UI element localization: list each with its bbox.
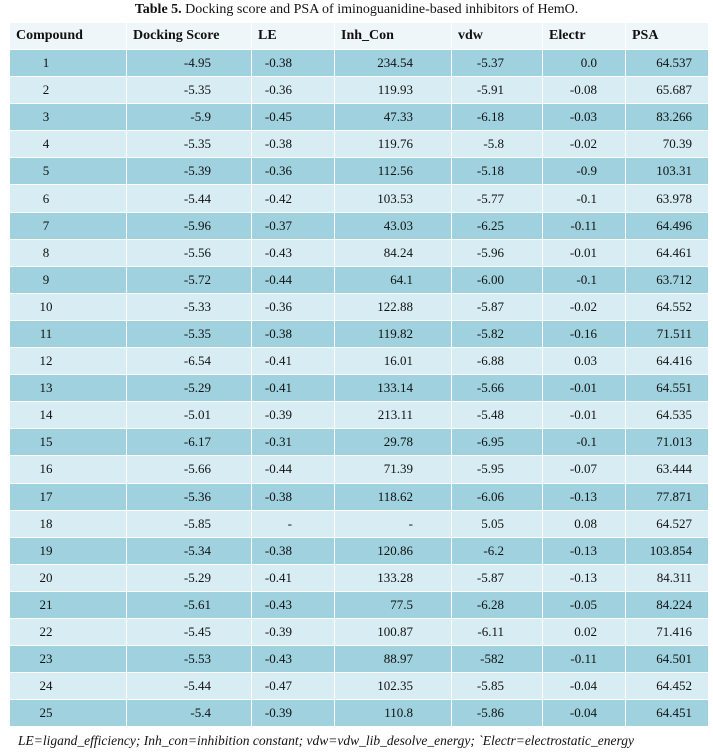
table-row xyxy=(10,483,709,510)
table-row xyxy=(10,646,709,673)
cell-le: -0.36 xyxy=(252,77,335,104)
cell-electr: -0.1 xyxy=(543,266,626,293)
table-row xyxy=(10,131,709,158)
cell-psa: 64.537 xyxy=(626,50,709,77)
cell-inh-con: 119.82 xyxy=(335,320,452,347)
cell-le: -0.43 xyxy=(252,646,335,673)
cell-electr: -0.05 xyxy=(543,591,626,618)
header-electr: Electr xyxy=(543,23,626,50)
cell-electr: -0.16 xyxy=(543,320,626,347)
cell-inh-con: 71.39 xyxy=(335,456,452,483)
cell-le: -0.39 xyxy=(252,618,335,645)
cell-docking-score: -5.35 xyxy=(127,77,252,104)
cell-electr: 0.03 xyxy=(543,348,626,375)
cell-vdw: -5.87 xyxy=(452,293,543,320)
cell-compound: 10 xyxy=(10,293,127,320)
cell-compound: 19 xyxy=(10,537,127,564)
cell-compound: 11 xyxy=(10,320,127,347)
docking-table xyxy=(9,22,709,727)
cell-vdw: -6.25 xyxy=(452,212,543,239)
cell-vdw: -6.18 xyxy=(452,104,543,131)
table-row xyxy=(10,266,709,293)
cell-vdw: -5.87 xyxy=(452,564,543,591)
cell-vdw: -6.28 xyxy=(452,591,543,618)
cell-inh-con: 120.86 xyxy=(335,537,452,564)
cell-electr: -0.1 xyxy=(543,185,626,212)
table-header-row xyxy=(10,23,709,50)
cell-psa: 63.712 xyxy=(626,266,709,293)
header-vdw: vdw xyxy=(452,23,543,50)
table-body xyxy=(10,50,709,727)
table-row xyxy=(10,320,709,347)
cell-inh-con: 118.62 xyxy=(335,483,452,510)
cell-psa: 84.311 xyxy=(626,564,709,591)
cell-inh-con: 64.1 xyxy=(335,266,452,293)
cell-compound: 24 xyxy=(10,673,127,700)
cell-le: -0.36 xyxy=(252,158,335,185)
cell-docking-score: -5.96 xyxy=(127,212,252,239)
header-compound: Compound xyxy=(10,23,127,50)
cell-le: -0.39 xyxy=(252,700,335,727)
cell-le: -0.37 xyxy=(252,212,335,239)
cell-inh-con: 103.53 xyxy=(335,185,452,212)
table-row xyxy=(10,456,709,483)
cell-psa: 63.444 xyxy=(626,456,709,483)
table-footnote: LE=ligand_efficiency; Inh_con=inhibition constant; vdw=vdw_lib_desolve_energy; `Electr=electrostatic_energy xyxy=(18,733,635,748)
table-row xyxy=(10,104,709,131)
cell-vdw: -5.37 xyxy=(452,50,543,77)
cell-psa: 64.416 xyxy=(626,348,709,375)
cell-vdw: -6.11 xyxy=(452,618,543,645)
cell-docking-score: -5.4 xyxy=(127,700,252,727)
cell-vdw: -6.95 xyxy=(452,429,543,456)
cell-le: -0.31 xyxy=(252,429,335,456)
cell-psa: 65.687 xyxy=(626,77,709,104)
table-row xyxy=(10,537,709,564)
cell-compound: 21 xyxy=(10,591,127,618)
table-row xyxy=(10,77,709,104)
cell-inh-con: 133.28 xyxy=(335,564,452,591)
cell-compound: 5 xyxy=(10,158,127,185)
cell-compound: 18 xyxy=(10,510,127,537)
cell-docking-score: -5.72 xyxy=(127,266,252,293)
cell-docking-score: -5.29 xyxy=(127,564,252,591)
cell-inh-con: - xyxy=(335,510,452,537)
cell-le: -0.39 xyxy=(252,402,335,429)
cell-electr: -0.11 xyxy=(543,646,626,673)
cell-electr: 0.08 xyxy=(543,510,626,537)
cell-electr: -0.13 xyxy=(543,483,626,510)
cell-electr: -0.01 xyxy=(543,402,626,429)
cell-docking-score: -5.9 xyxy=(127,104,252,131)
cell-docking-score: -5.39 xyxy=(127,158,252,185)
cell-psa: 64.452 xyxy=(626,673,709,700)
header-psa: PSA xyxy=(626,23,709,50)
cell-inh-con: 88.97 xyxy=(335,646,452,673)
table-caption-label: Table 5. xyxy=(134,2,182,17)
cell-electr: -0.03 xyxy=(543,104,626,131)
cell-docking-score: -5.45 xyxy=(127,618,252,645)
cell-vdw: -6.06 xyxy=(452,483,543,510)
table-caption-text: Docking score and PSA of iminoguanidine-based inhibitors of HemO. xyxy=(181,2,579,17)
cell-compound: 1 xyxy=(10,50,127,77)
cell-electr: -0.13 xyxy=(543,537,626,564)
cell-compound: 8 xyxy=(10,239,127,266)
cell-docking-score: -5.61 xyxy=(127,591,252,618)
cell-le: -0.38 xyxy=(252,131,335,158)
header-le: LE xyxy=(252,23,335,50)
cell-inh-con: 84.24 xyxy=(335,239,452,266)
cell-compound: 12 xyxy=(10,348,127,375)
cell-docking-score: -5.29 xyxy=(127,375,252,402)
cell-compound: 3 xyxy=(10,104,127,131)
header-docking-score: Docking Score xyxy=(127,23,252,50)
cell-vdw: -5.82 xyxy=(452,320,543,347)
cell-psa: 70.39 xyxy=(626,131,709,158)
cell-compound: 20 xyxy=(10,564,127,591)
cell-le: -0.43 xyxy=(252,591,335,618)
table-row xyxy=(10,673,709,700)
cell-docking-score: -5.35 xyxy=(127,320,252,347)
cell-compound: 16 xyxy=(10,456,127,483)
cell-le: -0.41 xyxy=(252,564,335,591)
table-row xyxy=(10,375,709,402)
cell-psa: 64.527 xyxy=(626,510,709,537)
cell-inh-con: 119.76 xyxy=(335,131,452,158)
table-row xyxy=(10,50,709,77)
cell-electr: -0.01 xyxy=(543,375,626,402)
table-row xyxy=(10,700,709,727)
cell-electr: 0.02 xyxy=(543,618,626,645)
cell-electr: -0.02 xyxy=(543,131,626,158)
cell-vdw: -5.8 xyxy=(452,131,543,158)
cell-compound: 17 xyxy=(10,483,127,510)
cell-electr: 0.0 xyxy=(543,50,626,77)
cell-vdw: -6.88 xyxy=(452,348,543,375)
cell-electr: -0.02 xyxy=(543,293,626,320)
table-row xyxy=(10,185,709,212)
cell-psa: 64.461 xyxy=(626,239,709,266)
cell-inh-con: 122.88 xyxy=(335,293,452,320)
table-row xyxy=(10,293,709,320)
cell-docking-score: -5.53 xyxy=(127,646,252,673)
cell-docking-score: -5.35 xyxy=(127,131,252,158)
cell-inh-con: 77.5 xyxy=(335,591,452,618)
cell-psa: 83.266 xyxy=(626,104,709,131)
cell-inh-con: 102.35 xyxy=(335,673,452,700)
cell-electr: -0.08 xyxy=(543,77,626,104)
cell-compound: 23 xyxy=(10,646,127,673)
cell-docking-score: -4.95 xyxy=(127,50,252,77)
cell-docking-score: -5.44 xyxy=(127,673,252,700)
table-row xyxy=(10,348,709,375)
cell-vdw: -5.66 xyxy=(452,375,543,402)
cell-docking-score: -6.54 xyxy=(127,348,252,375)
cell-inh-con: 29.78 xyxy=(335,429,452,456)
cell-psa: 64.535 xyxy=(626,402,709,429)
cell-vdw: -5.18 xyxy=(452,158,543,185)
cell-psa: 103.31 xyxy=(626,158,709,185)
cell-compound: 9 xyxy=(10,266,127,293)
cell-vdw: -5.96 xyxy=(452,239,543,266)
cell-docking-score: -5.85 xyxy=(127,510,252,537)
table-row xyxy=(10,212,709,239)
cell-docking-score: -5.44 xyxy=(127,185,252,212)
cell-compound: 15 xyxy=(10,429,127,456)
cell-electr: -0.11 xyxy=(543,212,626,239)
table-row xyxy=(10,429,709,456)
cell-docking-score: -5.01 xyxy=(127,402,252,429)
table-row xyxy=(10,564,709,591)
cell-electr: -0.04 xyxy=(543,700,626,727)
cell-le: -0.43 xyxy=(252,239,335,266)
cell-inh-con: 133.14 xyxy=(335,375,452,402)
cell-psa: 71.416 xyxy=(626,618,709,645)
table-row xyxy=(10,591,709,618)
cell-vdw: -5.91 xyxy=(452,77,543,104)
cell-le: -0.38 xyxy=(252,537,335,564)
cell-le: -0.36 xyxy=(252,293,335,320)
cell-vdw: -5.95 xyxy=(452,456,543,483)
cell-le: -0.38 xyxy=(252,320,335,347)
cell-compound: 2 xyxy=(10,77,127,104)
cell-le: -0.41 xyxy=(252,348,335,375)
cell-compound: 14 xyxy=(10,402,127,429)
cell-inh-con: 100.87 xyxy=(335,618,452,645)
cell-inh-con: 213.11 xyxy=(335,402,452,429)
cell-le: -0.38 xyxy=(252,50,335,77)
cell-compound: 6 xyxy=(10,185,127,212)
cell-docking-score: -5.36 xyxy=(127,483,252,510)
cell-vdw: -6.2 xyxy=(452,537,543,564)
table-row xyxy=(10,510,709,537)
cell-compound: 7 xyxy=(10,212,127,239)
cell-vdw: 5.05 xyxy=(452,510,543,537)
cell-le: - xyxy=(252,510,335,537)
header-inh-con: Inh_Con xyxy=(335,23,452,50)
cell-electr: -0.1 xyxy=(543,429,626,456)
cell-le: -0.45 xyxy=(252,104,335,131)
cell-psa: 71.511 xyxy=(626,320,709,347)
cell-electr: -0.9 xyxy=(543,158,626,185)
cell-electr: -0.01 xyxy=(543,239,626,266)
cell-le: -0.42 xyxy=(252,185,335,212)
cell-psa: 64.451 xyxy=(626,700,709,727)
cell-compound: 4 xyxy=(10,131,127,158)
cell-psa: 64.496 xyxy=(626,212,709,239)
cell-compound: 13 xyxy=(10,375,127,402)
cell-inh-con: 110.8 xyxy=(335,700,452,727)
cell-inh-con: 119.93 xyxy=(335,77,452,104)
cell-inh-con: 112.56 xyxy=(335,158,452,185)
cell-electr: -0.04 xyxy=(543,673,626,700)
cell-compound: 25 xyxy=(10,700,127,727)
cell-psa: 103.854 xyxy=(626,537,709,564)
cell-inh-con: 47.33 xyxy=(335,104,452,131)
cell-le: -0.47 xyxy=(252,673,335,700)
cell-psa: 63.978 xyxy=(626,185,709,212)
table-caption xyxy=(0,0,713,20)
cell-compound: 22 xyxy=(10,618,127,645)
cell-vdw: -5.86 xyxy=(452,700,543,727)
cell-le: -0.44 xyxy=(252,266,335,293)
cell-psa: 84.224 xyxy=(626,591,709,618)
cell-vdw: -5.77 xyxy=(452,185,543,212)
cell-le: -0.38 xyxy=(252,483,335,510)
table-row xyxy=(10,402,709,429)
cell-psa: 64.551 xyxy=(626,375,709,402)
table-row xyxy=(10,239,709,266)
cell-inh-con: 234.54 xyxy=(335,50,452,77)
cell-psa: 71.013 xyxy=(626,429,709,456)
cell-docking-score: -6.17 xyxy=(127,429,252,456)
cell-vdw: -5.48 xyxy=(452,402,543,429)
cell-psa: 64.552 xyxy=(626,293,709,320)
table-row xyxy=(10,158,709,185)
cell-le: -0.41 xyxy=(252,375,335,402)
cell-docking-score: -5.66 xyxy=(127,456,252,483)
cell-vdw: -582 xyxy=(452,646,543,673)
cell-vdw: -6.00 xyxy=(452,266,543,293)
cell-electr: -0.13 xyxy=(543,564,626,591)
table-row xyxy=(10,618,709,645)
cell-vdw: -5.85 xyxy=(452,673,543,700)
cell-psa: 64.501 xyxy=(626,646,709,673)
cell-docking-score: -5.34 xyxy=(127,537,252,564)
cell-inh-con: 43.03 xyxy=(335,212,452,239)
cell-inh-con: 16.01 xyxy=(335,348,452,375)
cell-psa: 77.871 xyxy=(626,483,709,510)
cell-docking-score: -5.56 xyxy=(127,239,252,266)
cell-docking-score: -5.33 xyxy=(127,293,252,320)
cell-electr: -0.07 xyxy=(543,456,626,483)
cell-le: -0.44 xyxy=(252,456,335,483)
